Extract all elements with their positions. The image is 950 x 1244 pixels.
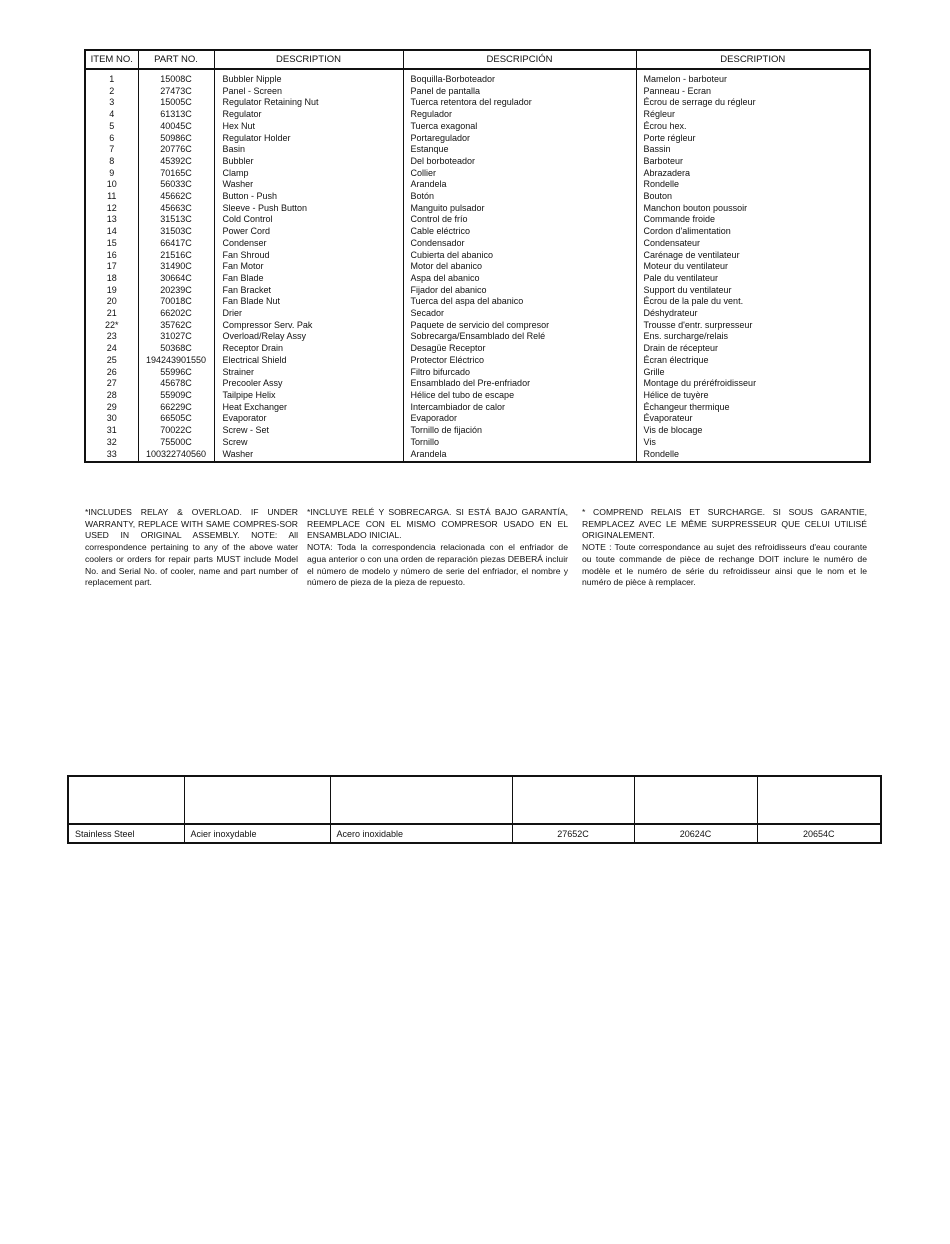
cell-item-no: 32 <box>85 437 138 449</box>
table-row <box>85 214 870 226</box>
table-row <box>85 367 870 379</box>
cell-description-fr: Panneau - Ecran <box>636 86 870 98</box>
cell-item-no: 13 <box>85 214 138 226</box>
cell-description-es: Secador <box>403 308 636 320</box>
table-row <box>85 308 870 320</box>
cell-description-es: Tuerca exagonal <box>403 121 636 133</box>
header-description-es: DESCRIPCIÓN <box>403 50 636 69</box>
cell-item-no: 17 <box>85 261 138 273</box>
table-row <box>85 156 870 168</box>
cell-description-en: Compressor Serv. Pak <box>214 320 403 332</box>
cell-description-es: Hélice del tubo de escape <box>403 390 636 402</box>
finish-image-cell <box>68 776 184 824</box>
cell-description-fr: Ens. surcharge/relais <box>636 331 870 343</box>
cell-description-es: Panel de pantalla <box>403 86 636 98</box>
table-row <box>85 449 870 463</box>
cell-description-fr: Trousse d'entr. surpresseur <box>636 320 870 332</box>
cell-description-fr: Support du ventilateur <box>636 285 870 297</box>
cell-description-es: Evaporador <box>403 413 636 425</box>
cell-description-es: Arandela <box>403 449 636 463</box>
cell-description-fr: Évaporateur <box>636 413 870 425</box>
cell-part-no: 20239C <box>138 285 214 297</box>
finish-material-fr: Acier inoxydable <box>184 824 330 843</box>
cell-description-en: Drier <box>214 308 403 320</box>
cell-description-fr: Commande froide <box>636 214 870 226</box>
cell-description-fr: Rondelle <box>636 179 870 191</box>
cell-part-no: 56033C <box>138 179 214 191</box>
cell-part-no: 194243901550 <box>138 355 214 367</box>
table-row <box>85 179 870 191</box>
cell-description-en: Fan Blade <box>214 273 403 285</box>
cell-description-es: Arandela <box>403 179 636 191</box>
cell-item-no: 33 <box>85 449 138 463</box>
finish-table-image-row <box>68 776 881 824</box>
cell-item-no: 21 <box>85 308 138 320</box>
cell-description-en: Heat Exchanger <box>214 402 403 414</box>
table-row <box>85 97 870 109</box>
cell-description-fr: Hélice de tuyère <box>636 390 870 402</box>
cell-description-en: Evaporator <box>214 413 403 425</box>
cell-description-fr: Barboteur <box>636 156 870 168</box>
cell-part-no: 45678C <box>138 378 214 390</box>
cell-description-en: Condenser <box>214 238 403 250</box>
cell-description-fr: Carénage de ventilateur <box>636 250 870 262</box>
cell-description-fr: Vis <box>636 437 870 449</box>
cell-description-es: Tuerca del aspa del abanico <box>403 296 636 308</box>
cell-item-no: 23 <box>85 331 138 343</box>
cell-description-fr: Écrou hex. <box>636 121 870 133</box>
note-french-text: NOTE : Toute correspondance au sujet des refroidisseurs d'eau courante ou toute commande de pièce de rechange DOIT inclure le numéro de modèle et le numéro de série du refroidisseur ainsi que le nom et le numéro de pièce à remplacer. <box>582 542 867 588</box>
cell-part-no: 21516C <box>138 250 214 262</box>
cell-description-fr: Abrazadera <box>636 168 870 180</box>
cell-part-no: 31027C <box>138 331 214 343</box>
cell-description-es: Aspa del abanico <box>403 273 636 285</box>
cell-description-en: Screw - Set <box>214 425 403 437</box>
cell-description-es: Botón <box>403 191 636 203</box>
cell-description-es: Boquilla-Borboteador <box>403 69 636 86</box>
cell-description-es: Manguito pulsador <box>403 203 636 215</box>
cell-part-no: 66202C <box>138 308 214 320</box>
cell-description-fr: Porte régleur <box>636 133 870 145</box>
cell-item-no: 5 <box>85 121 138 133</box>
cell-description-es: Control de frío <box>403 214 636 226</box>
table-row <box>85 261 870 273</box>
table-row <box>85 343 870 355</box>
table-row <box>85 109 870 121</box>
cell-part-no: 70022C <box>138 425 214 437</box>
finish-material-en: Stainless Steel <box>68 824 184 843</box>
table-row <box>85 296 870 308</box>
cell-description-fr: Drain de récepteur <box>636 343 870 355</box>
cell-description-en: Strainer <box>214 367 403 379</box>
cell-description-fr: Bassin <box>636 144 870 156</box>
table-row <box>85 390 870 402</box>
cell-description-fr: Déshydrateur <box>636 308 870 320</box>
cell-description-es: Del borboteador <box>403 156 636 168</box>
table-row <box>85 250 870 262</box>
cell-part-no: 27473C <box>138 86 214 98</box>
cell-part-no: 66505C <box>138 413 214 425</box>
parts-table-body <box>85 69 870 462</box>
cell-part-no: 70018C <box>138 296 214 308</box>
cell-description-es: Motor del abanico <box>403 261 636 273</box>
cell-item-no: 9 <box>85 168 138 180</box>
cell-description-en: Tailpipe Helix <box>214 390 403 402</box>
table-row <box>85 378 870 390</box>
cell-description-en: Power Cord <box>214 226 403 238</box>
table-row <box>85 69 870 86</box>
finish-material-es: Acero inoxidable <box>330 824 512 843</box>
cell-description-en: Fan Motor <box>214 261 403 273</box>
cell-item-no: 3 <box>85 97 138 109</box>
cell-description-en: Cold Control <box>214 214 403 226</box>
cell-part-no: 40045C <box>138 121 214 133</box>
cell-description-es: Ensamblado del Pre-enfriador <box>403 378 636 390</box>
finish-image-cell <box>330 776 512 824</box>
table-row <box>85 425 870 437</box>
finish-image-cell <box>512 776 634 824</box>
table-row <box>85 133 870 145</box>
table-row <box>85 121 870 133</box>
cell-description-es: Tuerca retentora del regulador <box>403 97 636 109</box>
table-row <box>85 413 870 425</box>
cell-item-no: 12 <box>85 203 138 215</box>
cell-description-en: Basin <box>214 144 403 156</box>
cell-part-no: 75500C <box>138 437 214 449</box>
finish-part-number: 20624C <box>634 824 757 843</box>
table-row <box>85 238 870 250</box>
cell-description-es: Intercambiador de calor <box>403 402 636 414</box>
cell-description-fr: Écrou de la pale du vent. <box>636 296 870 308</box>
cell-description-en: Fan Bracket <box>214 285 403 297</box>
cell-description-es: Protector Eléctrico <box>403 355 636 367</box>
cell-part-no: 31490C <box>138 261 214 273</box>
cell-item-no: 4 <box>85 109 138 121</box>
cell-part-no: 31513C <box>138 214 214 226</box>
cell-description-es: Sobrecarga/Ensamblado del Relé <box>403 331 636 343</box>
cell-item-no: 27 <box>85 378 138 390</box>
cell-part-no: 66417C <box>138 238 214 250</box>
finish-image-cell <box>757 776 881 824</box>
cell-item-no: 31 <box>85 425 138 437</box>
cell-description-fr: Régleur <box>636 109 870 121</box>
finish-part-number: 27652C <box>512 824 634 843</box>
table-row <box>85 331 870 343</box>
cell-part-no: 35762C <box>138 320 214 332</box>
cell-part-no: 31503C <box>138 226 214 238</box>
table-row <box>85 203 870 215</box>
cell-part-no: 50368C <box>138 343 214 355</box>
note-french-warranty: * COMPREND RELAIS ET SURCHARGE. SI SOUS GARANTIE, REMPLACEZ AVEC LE MÊME SURPRESSEUR QUE CELUI UTILISÉ ORIGINALEMENT. <box>582 507 867 541</box>
finish-part-number: 20654C <box>757 824 881 843</box>
cell-description-fr: Grille <box>636 367 870 379</box>
cell-description-es: Filtro bifurcado <box>403 367 636 379</box>
cell-description-en: Bubbler Nipple <box>214 69 403 86</box>
cell-item-no: 20 <box>85 296 138 308</box>
header-part-no: PART NO. <box>138 50 214 69</box>
cell-description-es: Cable eléctrico <box>403 226 636 238</box>
cell-description-es: Estanque <box>403 144 636 156</box>
header-description-en: DESCRIPTION <box>214 50 403 69</box>
cell-description-fr: Cordon d'alimentation <box>636 226 870 238</box>
cell-item-no: 2 <box>85 86 138 98</box>
cell-description-en: Regulator Holder <box>214 133 403 145</box>
cell-item-no: 19 <box>85 285 138 297</box>
cell-part-no: 55996C <box>138 367 214 379</box>
note-english <box>85 507 298 589</box>
table-row <box>85 168 870 180</box>
cell-item-no: 24 <box>85 343 138 355</box>
cell-description-fr: Vis de blocage <box>636 425 870 437</box>
table-row <box>85 273 870 285</box>
cell-description-en: Fan Blade Nut <box>214 296 403 308</box>
parts-table-header <box>85 50 870 69</box>
finish-image-cell <box>184 776 330 824</box>
cell-item-no: 14 <box>85 226 138 238</box>
cell-part-no: 45663C <box>138 203 214 215</box>
cell-description-en: Screw <box>214 437 403 449</box>
cell-description-en: Clamp <box>214 168 403 180</box>
cell-description-en: Regulator <box>214 109 403 121</box>
cell-item-no: 30 <box>85 413 138 425</box>
cell-part-no: 15005C <box>138 97 214 109</box>
header-item-no: ITEM NO. <box>85 50 138 69</box>
finish-table <box>67 775 882 844</box>
cell-description-fr: Écran électrique <box>636 355 870 367</box>
cell-item-no: 28 <box>85 390 138 402</box>
cell-item-no: 7 <box>85 144 138 156</box>
cell-item-no: 10 <box>85 179 138 191</box>
cell-item-no: 26 <box>85 367 138 379</box>
cell-description-en: Button - Push <box>214 191 403 203</box>
cell-description-es: Tornillo de fijación <box>403 425 636 437</box>
cell-part-no: 30664C <box>138 273 214 285</box>
parts-table <box>84 49 871 463</box>
cell-item-no: 29 <box>85 402 138 414</box>
finish-image-cell <box>634 776 757 824</box>
note-spanish-text: NOTA: Toda la correspondencia relacionada con el enfriador de agua anterior o con una orden de reparación piezas DEBERÁ incluir el número de modelo y número de serie del enfriador, el nombre y número de pieza de la pieza de repuesto. <box>307 542 568 588</box>
cell-description-fr: Pale du ventilateur <box>636 273 870 285</box>
cell-description-en: Bubbler <box>214 156 403 168</box>
cell-item-no: 11 <box>85 191 138 203</box>
table-row <box>85 285 870 297</box>
cell-description-en: Overload/Relay Assy <box>214 331 403 343</box>
cell-part-no: 61313C <box>138 109 214 121</box>
cell-description-en: Washer <box>214 449 403 463</box>
note-spanish-warranty: *INCLUYE RELÉ Y SOBRECARGA. SI ESTÁ BAJO GARANTÍA, REEMPLACE CON EL MISMO COMPRESOR USADO EN EL ENSAMBLADO INICIAL. <box>307 507 568 541</box>
table-row <box>85 437 870 449</box>
cell-description-es: Paquete de servicio del compresor <box>403 320 636 332</box>
cell-description-en: Regulator Retaining Nut <box>214 97 403 109</box>
cell-description-es: Collier <box>403 168 636 180</box>
cell-description-fr: Bouton <box>636 191 870 203</box>
cell-item-no: 16 <box>85 250 138 262</box>
cell-description-es: Cubierta del abanico <box>403 250 636 262</box>
cell-description-fr: Moteur du ventilateur <box>636 261 870 273</box>
cell-description-es: Condensador <box>403 238 636 250</box>
cell-description-en: Fan Shroud <box>214 250 403 262</box>
cell-description-es: Regulador <box>403 109 636 121</box>
table-row <box>85 86 870 98</box>
finish-table-values-row <box>68 824 881 843</box>
cell-part-no: 45392C <box>138 156 214 168</box>
table-row <box>85 320 870 332</box>
cell-description-fr: Échangeur thermique <box>636 402 870 414</box>
cell-description-es: Fijador del abanico <box>403 285 636 297</box>
cell-description-en: Receptor Drain <box>214 343 403 355</box>
cell-part-no: 50986C <box>138 133 214 145</box>
cell-item-no: 22* <box>85 320 138 332</box>
cell-description-es: Tornillo <box>403 437 636 449</box>
table-row <box>85 144 870 156</box>
table-row <box>85 191 870 203</box>
cell-description-en: Sleeve - Push Button <box>214 203 403 215</box>
cell-description-en: Panel - Screen <box>214 86 403 98</box>
cell-item-no: 15 <box>85 238 138 250</box>
cell-description-fr: Manchon bouton poussoir <box>636 203 870 215</box>
cell-description-en: Hex Nut <box>214 121 403 133</box>
cell-description-fr: Montage du préréfroidisseur <box>636 378 870 390</box>
cell-item-no: 8 <box>85 156 138 168</box>
cell-part-no: 70165C <box>138 168 214 180</box>
cell-description-en: Electrical Shield <box>214 355 403 367</box>
note-spanish <box>307 507 568 589</box>
cell-item-no: 18 <box>85 273 138 285</box>
table-row <box>85 402 870 414</box>
cell-description-en: Washer <box>214 179 403 191</box>
cell-part-no: 45662C <box>138 191 214 203</box>
cell-description-es: Desagüe Receptor <box>403 343 636 355</box>
table-row <box>85 226 870 238</box>
cell-description-fr: Condensateur <box>636 238 870 250</box>
cell-description-en: Precooler Assy <box>214 378 403 390</box>
cell-description-es: Portaregulador <box>403 133 636 145</box>
cell-part-no: 55909C <box>138 390 214 402</box>
cell-part-no: 20776C <box>138 144 214 156</box>
cell-part-no: 100322740560 <box>138 449 214 463</box>
header-description-fr: DESCRIPTION <box>636 50 870 69</box>
cell-description-fr: Mamelon - barboteur <box>636 69 870 86</box>
cell-part-no: 66229C <box>138 402 214 414</box>
cell-item-no: 25 <box>85 355 138 367</box>
cell-item-no: 1 <box>85 69 138 86</box>
cell-description-fr: Rondelle <box>636 449 870 463</box>
table-row <box>85 355 870 367</box>
cell-part-no: 15008C <box>138 69 214 86</box>
note-english-text: *INCLUDES RELAY & OVERLOAD. IF UNDER WARRANTY, REPLACE WITH SAME COMPRES-SOR USED IN ORIGINAL ASSEMBLY. NOTE: All correspondence pertaining to any of the above water coolers or orders for repair parts MUST include Model No. and Serial No. of cooler, name and part number of replacement part. <box>85 507 298 588</box>
cell-item-no: 6 <box>85 133 138 145</box>
cell-description-fr: Écrou de serrage du régleur <box>636 97 870 109</box>
note-french <box>582 507 867 589</box>
